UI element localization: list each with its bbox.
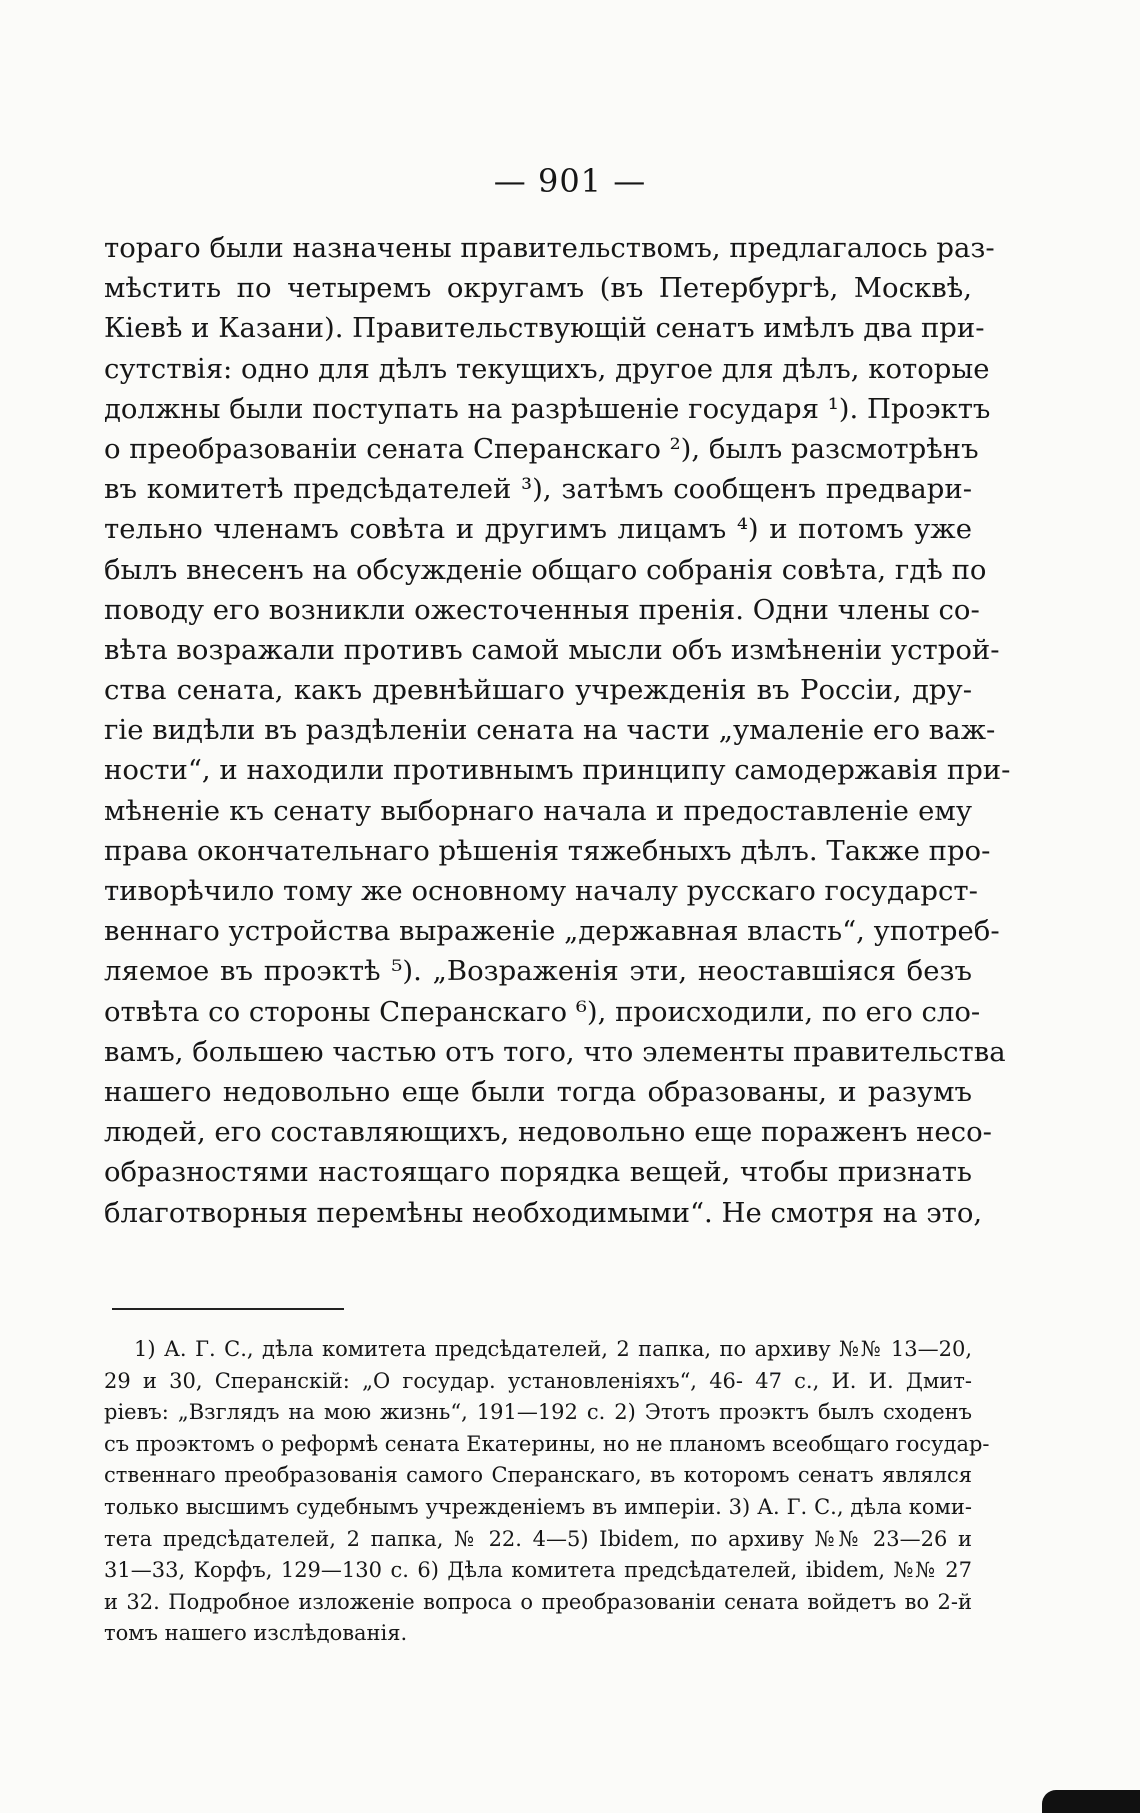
- body-line: поводу его возникли ожесточенныя пренія. Одни члены со-: [104, 593, 980, 626]
- body-line: должны были поступать на разрѣшеніе государя ¹). Проэктъ: [104, 392, 991, 425]
- footnote-line: 1) А. Г. С., дѣла комитета предсѣдателей, 2 папка, по архиву №№ 13—20,: [134, 1337, 972, 1361]
- footnote-line: съ проэктомъ о реформѣ сената Екатерины, но не планомъ всеобщаго государ-: [104, 1431, 990, 1456]
- body-line: нашего недовольно еще были тогда образованы, и разумъ: [104, 1075, 972, 1108]
- page-number: — 901 —: [493, 162, 647, 200]
- body-line: въ комитетѣ предсѣдателей ³), затѣмъ сообщенъ предвари-: [104, 473, 972, 506]
- body-line: сутствія: одно для дѣлъ текущихъ, другое для дѣлъ, которые: [104, 352, 990, 385]
- body-line: гіе видѣли въ раздѣленіи сената на части „умаленіе его важ-: [104, 714, 996, 747]
- body-line: вамъ, большею частью отъ того, что элементы правительства: [104, 1035, 1006, 1068]
- body-line: тельно членамъ совѣта и другимъ лицамъ ⁴) и потомъ уже: [104, 513, 972, 546]
- footnote-line: 31—33, Корфъ, 129—130 с. 6) Дѣла комитета предсѣдателей, ibidem, №№ 27: [104, 1558, 972, 1583]
- body-line: былъ внесенъ на обсужденіе общаго собранія совѣта, гдѣ по: [104, 553, 987, 586]
- body-line: образностями настоящаго порядка вещей, чтобы признать: [104, 1156, 972, 1189]
- footnote-divider: [112, 1308, 344, 1310]
- footnotes: [104, 1334, 990, 1650]
- body-text: [104, 228, 1011, 1233]
- footnote-line: ственнаго преобразованія самого Сперанскаго, въ которомъ сенатъ являлся: [104, 1463, 972, 1488]
- body-line: тораго были назначены правительствомъ, предлагалось раз-: [104, 232, 995, 264]
- footnote-line: тета предсѣдателей, 2 папка, № 22. 4—5) Ibidem, по архиву №№ 23—26 и: [104, 1526, 972, 1551]
- body-line: мѣстить по четыремъ округамъ (въ Петербургѣ, Москвѣ,: [104, 272, 972, 305]
- footnote-line: и 32. Подробное изложеніе вопроса о преобразованіи сената войдетъ во 2-й: [104, 1589, 972, 1614]
- footnote-line: только высшимъ судебнымъ учрежденіемъ въ имперіи. 3) А. Г. С., дѣла коми-: [104, 1494, 972, 1519]
- footnote-line: ріевъ: „Взглядъ на мою жизнь“, 191—192 с. 2) Этотъ проэктъ былъ сходенъ: [104, 1400, 972, 1425]
- footnote-line: томъ нашего изслѣдованія.: [104, 1621, 408, 1646]
- body-line: отвѣта со стороны Сперанскаго ⁶), происходили, по его сло-: [104, 995, 981, 1028]
- scan-corner-mark: [1042, 1790, 1140, 1813]
- body-line: о преобразованіи сената Сперанскаго ²), былъ разсмотрѣнъ: [104, 432, 979, 465]
- body-line: веннаго устройства выраженіе „державная власть“, употреб-: [104, 915, 1000, 948]
- body-line: ства сената, какъ древнѣйшаго учрежденія въ Россіи, дру-: [104, 674, 972, 707]
- body-line: Кіевѣ и Казани). Правительствующій сенатъ имѣлъ два при-: [104, 312, 985, 345]
- body-line: права окончательнаго рѣшенія тяжебныхъ дѣлъ. Также про-: [104, 834, 991, 867]
- body-line: благотворныя перемѣны необходимыми“. Не смотря на это,: [104, 1196, 983, 1229]
- body-line: ности“, и находили противнымъ принципу самодержавія при-: [104, 754, 1011, 787]
- body-line: ляемое въ проэктѣ ⁵). „Возраженія эти, неоставшіяся безъ: [104, 955, 972, 988]
- body-line: мѣненіе къ сенату выборнаго начала и предоставленіе ему: [104, 794, 972, 827]
- body-line: вѣта возражали противъ самой мысли объ измѣненіи устрой-: [104, 633, 1000, 666]
- body-line: тиворѣчило тому же основному началу русскаго государст-: [104, 875, 978, 907]
- body-line: людей, его составляющихъ, недовольно еще пораженъ несо-: [104, 1116, 992, 1149]
- footnote-line: 29 и 30, Сперанскій: „О государ. установленіяхъ“, 46- 47 с., И. И. Дмит-: [104, 1368, 972, 1393]
